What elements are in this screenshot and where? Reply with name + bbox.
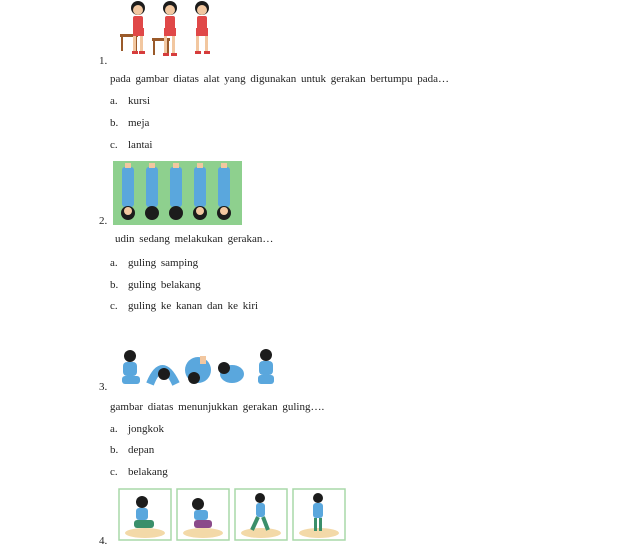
q3-number: 3. [99, 381, 108, 393]
q1-option-a-letter: a. [110, 95, 118, 107]
q2-number: 2. [99, 215, 108, 227]
q1-option-a[interactable]: kursi [128, 95, 150, 107]
q1-option-c[interactable]: lantai [128, 139, 153, 151]
q3-option-b-letter: b. [110, 444, 119, 456]
q3-option-b[interactable]: depan [128, 444, 155, 456]
q1-illustration-chair-girls [112, 0, 216, 62]
q1-option-b-letter: b. [110, 117, 119, 129]
q4-number: 4. [99, 535, 108, 547]
q3-text: gambar diatas menunjukkan gerakan guling…. [110, 401, 325, 413]
q1-number: 1. [99, 55, 108, 67]
q2-option-c[interactable]: guling ke kanan dan ke kiri [128, 300, 259, 312]
q2-option-b-letter: b. [110, 279, 119, 291]
q1-option-c-letter: c. [110, 139, 118, 151]
q3-illustration-rolling-sequence [118, 348, 278, 388]
q3-option-c[interactable]: belakang [128, 466, 168, 478]
q4-illustration-exercise-frames [118, 488, 346, 541]
q2-illustration-handstand-row [113, 161, 242, 225]
q3-option-a[interactable]: jongkok [128, 423, 165, 435]
q2-option-b[interactable]: guling belakang [128, 279, 201, 291]
q2-text: udin sedang melakukan gerakan… [115, 233, 274, 245]
q2-option-c-letter: c. [110, 300, 118, 312]
q3-option-a-letter: a. [110, 423, 118, 435]
q1-option-b[interactable]: meja [128, 117, 150, 129]
q1-text: pada gambar diatas alat yang digunakan untuk gerakan bertumpu pada… [110, 73, 450, 85]
q3-option-c-letter: c. [110, 466, 118, 478]
q2-option-a-letter: a. [110, 257, 118, 269]
q2-option-a[interactable]: guling samping [128, 257, 199, 269]
